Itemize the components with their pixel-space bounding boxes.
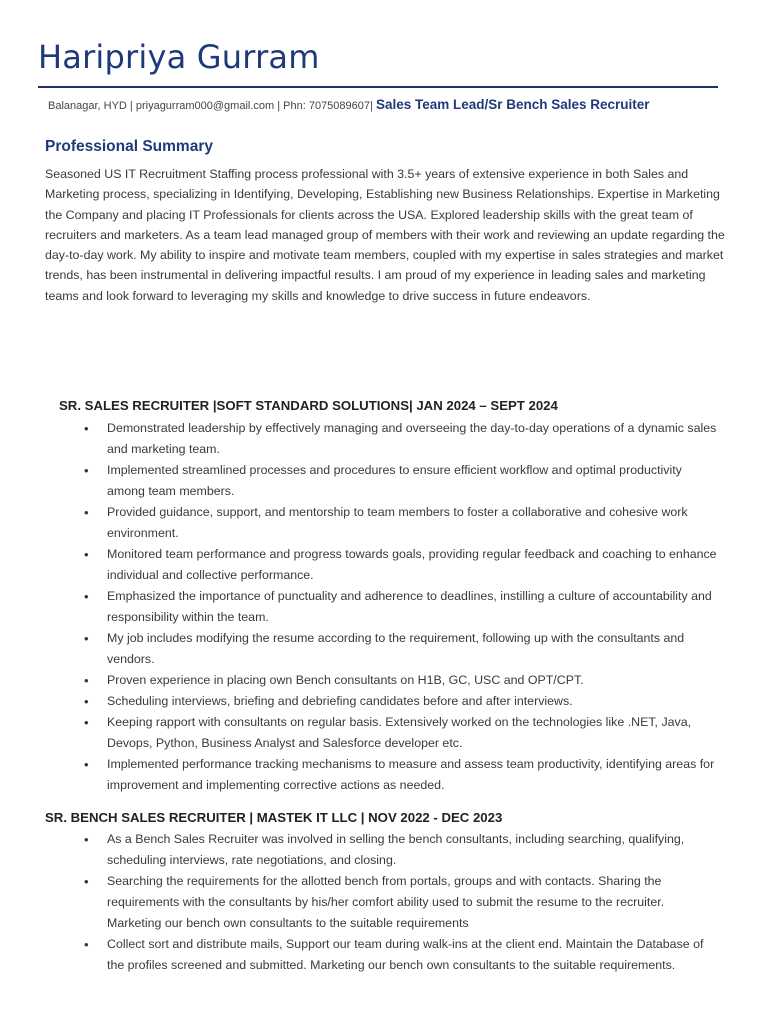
summary-text: Seasoned US IT Recruitment Staffing process professional with 3.5+ years of extensive experience in both Sales and Marketing process, specializing in Identifying, Developing, Establishing new Business Relationships. Expertise in Marketing the Company and placing IT Professionals for clients across the USA. Explored leadership skills with the great team of recruiters and marketers. As a team lead managed group of members with their work and reviewing an update regarding the day-to-day work. My ability to inspire and motivate team members, coupled with my expertise in sales strategies and market trends, has been instrumental in delivering impactful results. I am proud of my experience in leading sales and marketing teams and look forward to leveraging my skills and knowledge to drive success in future endeavors. — [45, 167, 725, 303]
job-heading-mastek: SR. BENCH SALES RECRUITER | MASTEK IT LLC | NOV 2022 - DEC 2023 — [45, 810, 503, 825]
contact-line — [48, 97, 650, 112]
list-item: • Proven experience in placing own Bench consultants on H1B, GC, USC and OPT/CPT. — [0, 670, 720, 691]
candidate-name: Haripriya Gurram — [38, 38, 320, 76]
list-item: • Keeping rapport with consultants on regular basis. Extensively worked on the technologies like .NET, Java, Devops, Python, Business Analyst and Salesforce developer etc. — [0, 712, 720, 754]
list-item: • As a Bench Sales Recruiter was involved in selling the bench consultants, including searching, qualifying, scheduling interviews, rate negotiations, and closing. — [0, 829, 720, 871]
header-divider — [38, 86, 718, 88]
summary-heading: Professional Summary — [45, 138, 213, 155]
job-title: Sales Team Lead/Sr Bench Sales Recruiter — [375, 97, 650, 112]
list-item: • Monitored team performance and progress towards goals, providing regular feedback and coaching to enhance individual and collective performance. — [0, 544, 720, 586]
contact-details: Balanagar, HYD | priyagurram000@gmail.com | Phn: 7075089607| — [48, 100, 373, 112]
list-item: • Implemented performance tracking mechanisms to measure and assess team productivity, identifying areas for improvement and implementing corrective actions as needed. — [0, 754, 720, 796]
list-item: • Collect sort and distribute mails, Support our team during walk-ins at the client end. Maintain the Database of the profiles screened and submitted. Marketing our bench own consultants to the suitable requirements. — [0, 934, 720, 976]
list-item: • Scheduling interviews, briefing and debriefing candidates before and after interviews. — [0, 691, 720, 712]
job-bullets-mastek — [0, 829, 720, 976]
list-item: • My job includes modifying the resume according to the requirement, following up with the consultants and vendors. — [0, 628, 720, 670]
job-heading-soft-standard: SR. SALES RECRUITER |SOFT STANDARD SOLUTIONS| JAN 2024 – SEPT 2024 — [59, 398, 558, 413]
job-bullets-soft-standard — [0, 418, 720, 796]
list-item: • Emphasized the importance of punctuality and adherence to deadlines, instilling a culture of accountability and responsibility within the team. — [0, 586, 720, 628]
list-item: • Demonstrated leadership by effectively managing and overseeing the day-to-day operations of a dynamic sales and marketing team. — [0, 418, 720, 460]
list-item: • Implemented streamlined processes and procedures to ensure efficient workflow and optimal productivity among team members. — [0, 460, 720, 502]
list-item: • Provided guidance, support, and mentorship to team members to foster a collaborative and cohesive work environment. — [0, 502, 720, 544]
list-item: • Searching the requirements for the allotted bench from portals, groups and with contacts. Sharing the requirements with the consultants by his/her comfort ability used to submit the resume to the recruiter. Marketing our bench own consultants to the suitable requirements — [0, 871, 720, 934]
